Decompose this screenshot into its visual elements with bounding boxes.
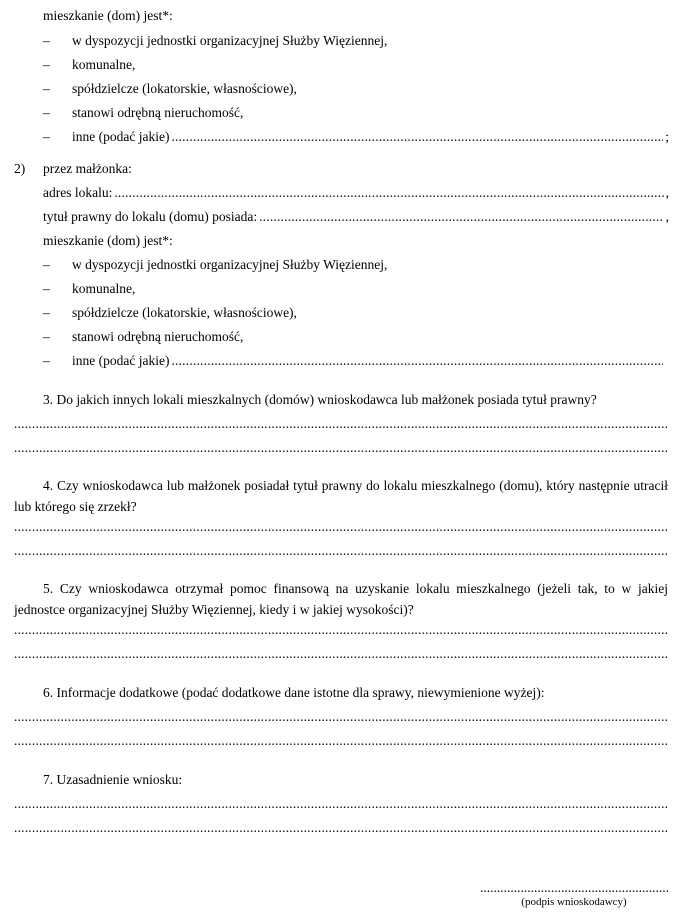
option-spoldzielcze-2: – spółdzielcze (lokatorskie, własnościowe),: [43, 305, 297, 320]
answer-line-4a[interactable]: [14, 519, 668, 535]
option-nieruchomosc-2: – stanowi odrębną nieruchomość,: [43, 329, 244, 344]
answer-line-7a[interactable]: [14, 796, 668, 812]
question-7: 7. Uzasadnienie wniosku:: [43, 772, 183, 787]
option-inne-1[interactable]: – inne (podać jakie) ..... ;: [43, 129, 669, 145]
mieszkanie-label-2: mieszkanie (dom) jest*:: [43, 233, 173, 248]
signature-line[interactable]: [480, 880, 668, 896]
section-2-title: przez małżonka:: [43, 161, 132, 176]
mieszkanie-label-1: mieszkanie (dom) jest*:: [43, 8, 173, 23]
answer-line-6b[interactable]: [14, 733, 668, 749]
inne-fill-line-1[interactable]: [171, 129, 663, 145]
adres-lokalu-field[interactable]: adres lokalu: ..... ,: [43, 185, 669, 201]
adres-fill-line[interactable]: [114, 185, 663, 201]
option-komunalne-1: – komunalne,: [43, 57, 136, 72]
tytul-prawny-field[interactable]: tytuł prawny do lokalu (domu) posiada: ..... ,: [43, 209, 669, 225]
section-2-number: 2): [14, 161, 26, 176]
answer-line-3a[interactable]: [14, 416, 668, 432]
question-3: 3. Do jakich innych lokali mieszkalnych (domów) wnioskodawca lub małżonek posiada tytuł prawny?: [43, 392, 597, 407]
option-komunalne-2: – komunalne,: [43, 281, 136, 296]
answer-line-7b[interactable]: [14, 820, 668, 836]
option-inne-2[interactable]: – inne (podać jakie) .....: [43, 353, 665, 369]
inne-fill-line-2[interactable]: [171, 353, 663, 369]
answer-line-6a[interactable]: [14, 709, 668, 725]
answer-line-5a[interactable]: [14, 622, 668, 638]
option-nieruchomosc-1: – stanowi odrębną nieruchomość,: [43, 105, 244, 120]
answer-line-3b[interactable]: [14, 440, 668, 456]
question-5: 5. Czy wnioskodawca otrzymał pomoc finansową na uzyskanie lokalu mieszkalnego (jeżeli tak, to w jakiej jednostce organizacyjnej Służby Więziennej, kiedy i w jakiej wysokości)?: [14, 581, 668, 617]
option-dyspozycja-2: – w dyspozycji jednostki organizacyjnej Służby Więziennej,: [43, 257, 388, 272]
question-4: 4. Czy wnioskodawca lub małżonek posiadał tytuł prawny do lokalu mieszkalnego (domu), który następnie utracił lub którego się zrzekł?: [14, 478, 668, 514]
question-6: 6. Informacje dodatkowe (podać dodatkowe dane istotne dla sprawy, niewymienione wyżej):: [43, 685, 545, 700]
tytul-fill-line[interactable]: [259, 209, 664, 225]
option-spoldzielcze-1: – spółdzielcze (lokatorskie, własnościowe),: [43, 81, 297, 96]
answer-line-5b[interactable]: [14, 646, 668, 662]
answer-line-4b[interactable]: [14, 543, 668, 559]
option-dyspozycja-1: – w dyspozycji jednostki organizacyjnej Służby Więziennej,: [43, 33, 388, 48]
signature-label: (podpis wnioskodawcy): [521, 896, 627, 908]
